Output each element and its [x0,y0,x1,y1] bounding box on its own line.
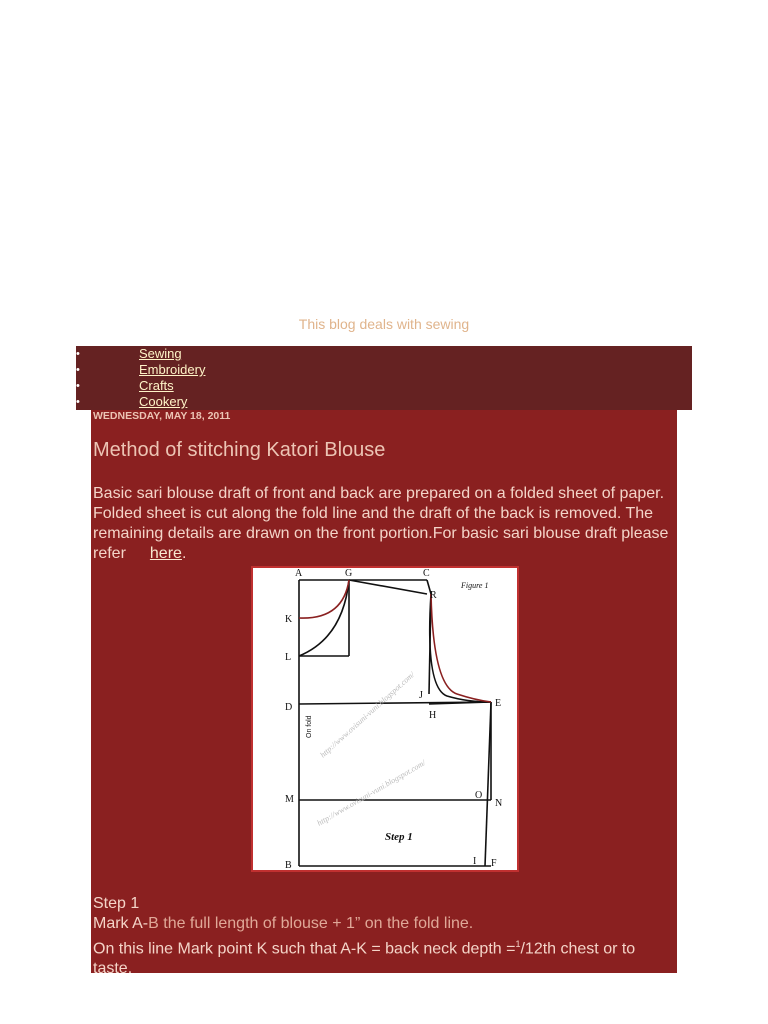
figure-title: Figure 1 [461,581,489,590]
step-line-2 [93,934,671,979]
point-label: C [423,568,430,579]
bullet-icon: • [76,364,80,376]
intro-here-link[interactable]: here [149,545,182,562]
nav-item-cookery [76,394,692,410]
nav-link-embroidery[interactable]: Embroidery [139,362,206,377]
intro-text: Basic sari blouse draft of front and back are prepared on a folded sheet of paper. Folded sheet is cut along the fold line and the draft of the back is removed. The remaining details are drawn on the front portion.For basic sari blouse draft please refer [93,485,669,562]
point-label: J [419,690,423,701]
point-label: O [475,790,483,801]
nav-link-sewing[interactable]: Sewing [139,346,182,361]
point-label: H [429,710,437,721]
point-label: M [285,794,294,805]
post-intro [93,484,671,564]
point-label: E [495,698,502,709]
step-line-2-sup: 1 [515,939,521,949]
step-line-1-rest: B the full length of blouse + 1” on the fold line. [148,915,474,932]
bullet-icon: • [76,348,80,360]
pattern-figure [251,566,519,872]
point-label: G [345,568,353,579]
figure-step-caption: Step 1 [385,831,413,843]
point-label: I [473,856,477,867]
point-label: L [285,652,292,663]
fold-label: On fold [306,715,313,738]
bullet-icon: • [76,396,80,408]
point-label: B [285,860,292,870]
step-heading: Step 1 [93,895,140,912]
nav-link-crafts[interactable]: Crafts [139,378,174,393]
post-date: WEDNESDAY, MAY 18, 2011 [93,410,231,422]
post-title: Method of stitching Katori Blouse [93,439,386,461]
blog-post [91,410,677,978]
point-label: R [430,590,437,601]
watermark-text: http://www.ovisuni-vuni.blogspot.com/ [315,758,428,828]
nav-link-cookery[interactable]: Cookery [139,394,188,409]
point-label: D [285,702,293,713]
nav-item-sewing [76,346,692,362]
step-line-1-start: Mark A- [93,915,149,932]
step-line-2-start: On this line Mark point K such that A-K = back neck depth = [93,940,516,958]
point-label: A [295,568,303,579]
point-label: F [491,858,497,869]
blog-tagline: This blog deals with sewing [298,316,470,332]
nav-item-crafts [76,378,692,394]
pattern-drawing [253,568,517,870]
step-line-1 [93,914,671,934]
bullet-icon: • [76,380,80,392]
step-text [93,894,671,979]
nav-item-embroidery [76,362,692,378]
watermark-text: http://www.ovisuni-vuni.blogspot.com/ [318,670,417,760]
nav-bar [76,346,692,410]
point-label: N [495,798,503,809]
intro-end: . [181,545,187,562]
step-line-2-rest: /12th chest or to taste. [93,940,636,978]
point-label: K [285,614,293,625]
